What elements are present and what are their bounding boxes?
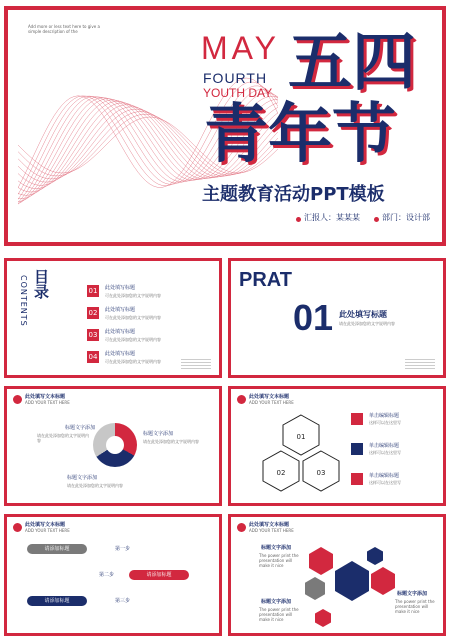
header-dot-icon xyxy=(13,523,22,532)
steps-slide[interactable] xyxy=(4,514,222,636)
toc-item-number: 03 xyxy=(88,331,98,339)
hex-label-right: 标题文字添加 xyxy=(397,591,428,597)
step-label-2: 第二步 xyxy=(99,572,115,578)
mail-icon xyxy=(351,443,363,455)
big-title-bottom: 青年节 xyxy=(204,98,396,172)
toc-item[interactable] xyxy=(87,305,207,325)
section-title: 此处填写标题 xyxy=(339,310,387,319)
pie-graphic xyxy=(93,423,137,467)
prat-text: PRAT xyxy=(239,269,292,291)
toc-item-desc: 可在此处添加您的文字说明内容 xyxy=(105,293,161,298)
hexagon-item[interactable] xyxy=(351,411,441,441)
fourth-text: FOURTH xyxy=(203,70,268,86)
pie-label-b: 标题文字添加 xyxy=(143,431,174,437)
hex-label-2: 02 xyxy=(276,469,286,477)
toc-item-title: 此处填写标题 xyxy=(105,329,136,335)
slide-header-sub: ADD YOUR TEXT HERE xyxy=(25,400,70,405)
hex-target-icon xyxy=(371,567,395,595)
hex-small-red-icon xyxy=(315,609,331,627)
hex-chart-icon xyxy=(305,577,325,600)
cover-dept: 部门：设计部 xyxy=(382,213,430,222)
hex-body-right: The power print the presentation will make it nice xyxy=(395,599,435,614)
slide-header: 此处填写文本标题 xyxy=(25,522,66,528)
toc-item[interactable] xyxy=(87,283,207,303)
hex-label-3: 03 xyxy=(316,469,326,477)
pie-body-a: 请在此处添加您的文字说明内容 xyxy=(37,433,89,443)
toc-title-en: CONTENTS xyxy=(19,275,28,327)
toc-item-number: 02 xyxy=(88,309,98,317)
header-dot-icon xyxy=(237,523,246,532)
toc-item-number: 04 xyxy=(88,353,98,361)
section-desc: 请在此处添加您的文字说明内容 xyxy=(339,321,395,326)
toc-list xyxy=(87,283,207,371)
step-pill-1[interactable]: 请添加标题 xyxy=(27,544,87,554)
hexagon-item-title: 单击编辑标题 xyxy=(369,473,400,479)
section-slide[interactable] xyxy=(228,258,446,378)
hexagon-item[interactable] xyxy=(351,441,441,471)
pie-body-c: 请在此处添加您的文字说明内容 xyxy=(67,483,123,488)
hexagon-item-list xyxy=(351,411,441,501)
step-label-3: 第三步 xyxy=(115,598,131,604)
toc-footnote xyxy=(181,359,211,369)
big-title-top: 五四 xyxy=(288,26,416,100)
reporter-dot-icon xyxy=(296,217,301,222)
toc-item-desc: 可在此处添加您的文字说明内容 xyxy=(105,315,161,320)
toc-item-title: 此处填写标题 xyxy=(105,351,136,357)
cover-subtitle: 主题教育活动PPT模板 xyxy=(202,184,385,205)
hex-body-left: The power print the presentation will make it nice xyxy=(259,553,299,568)
toc-item-title: 此处填写标题 xyxy=(105,307,136,313)
hex-small-navy-icon xyxy=(367,547,383,565)
slide-header: 此处填写文本标题 xyxy=(249,522,290,528)
toc-item-title: 此处填写标题 xyxy=(105,285,136,291)
dept-dot-icon xyxy=(374,217,379,222)
hexagon-item[interactable] xyxy=(351,471,441,501)
hex-send-icon xyxy=(335,561,369,601)
slide-header-sub: ADD YOUR TEXT HERE xyxy=(25,528,70,533)
toc-item[interactable] xyxy=(87,327,207,347)
pie-label-a: 标题文字添加 xyxy=(65,425,96,431)
toc-title: 目录 xyxy=(32,269,50,299)
hexagon-item-title: 单击编辑标题 xyxy=(369,413,400,419)
toc-item-number: 01 xyxy=(88,287,98,295)
slide-header: 此处填写文本标题 xyxy=(249,394,290,400)
pie-body-b: 请在此处添加您的文字说明内容 xyxy=(143,439,199,444)
hexagon-item-desc: 这样可以在这里写 xyxy=(369,480,401,485)
section-footnote xyxy=(405,359,435,369)
pie-slide[interactable] xyxy=(4,386,222,506)
pie-label-c: 标题文字添加 xyxy=(67,475,98,481)
header-dot-icon xyxy=(13,395,22,404)
cover-reporter: 汇报人：某某某 xyxy=(304,213,360,222)
step-pill-3[interactable]: 请添加标题 xyxy=(27,596,87,606)
youth-day-text: YOUTH DAY xyxy=(203,86,273,100)
may-text: MAY xyxy=(201,30,280,66)
hexagon-cluster xyxy=(261,411,341,505)
hexagon-item-desc: 这样可以在这里写 xyxy=(369,420,401,425)
step-pill-2[interactable]: 请添加标题 xyxy=(129,570,189,580)
slide-header-sub: ADD YOUR TEXT HERE xyxy=(249,400,294,405)
cover-slide[interactable] xyxy=(4,6,446,246)
toc-slide[interactable] xyxy=(4,258,222,378)
hex-label-1: 01 xyxy=(296,433,306,441)
hexagon-item-title: 单击编辑标题 xyxy=(369,443,400,449)
mail-icon xyxy=(351,473,363,485)
hexagon-slide[interactable] xyxy=(228,386,446,506)
hex-label-left: 标题文字添加 xyxy=(261,545,292,551)
cover-blurb: Add more or less text here to give a simple description of the xyxy=(28,24,100,34)
section-number: 01 xyxy=(293,297,334,338)
mail-icon xyxy=(351,413,363,425)
icon-hexagon-slide[interactable] xyxy=(228,514,446,636)
slide-header-sub: ADD YOUR TEXT HERE xyxy=(249,528,294,533)
header-dot-icon xyxy=(237,395,246,404)
hex-user-icon xyxy=(309,547,333,575)
hex-label-left2: 标题文字添加 xyxy=(261,599,292,605)
toc-item-desc: 可在此处添加您的文字说明内容 xyxy=(105,337,161,342)
step-label-1: 第一步 xyxy=(115,546,131,552)
hex-body-left2: The power print the presentation will make it nice xyxy=(259,607,299,622)
slide-header: 此处填写文本标题 xyxy=(25,394,66,400)
hexagon-item-desc: 这样可以在这里写 xyxy=(369,450,401,455)
toc-item-desc: 可在此处添加您的文字说明内容 xyxy=(105,359,161,364)
